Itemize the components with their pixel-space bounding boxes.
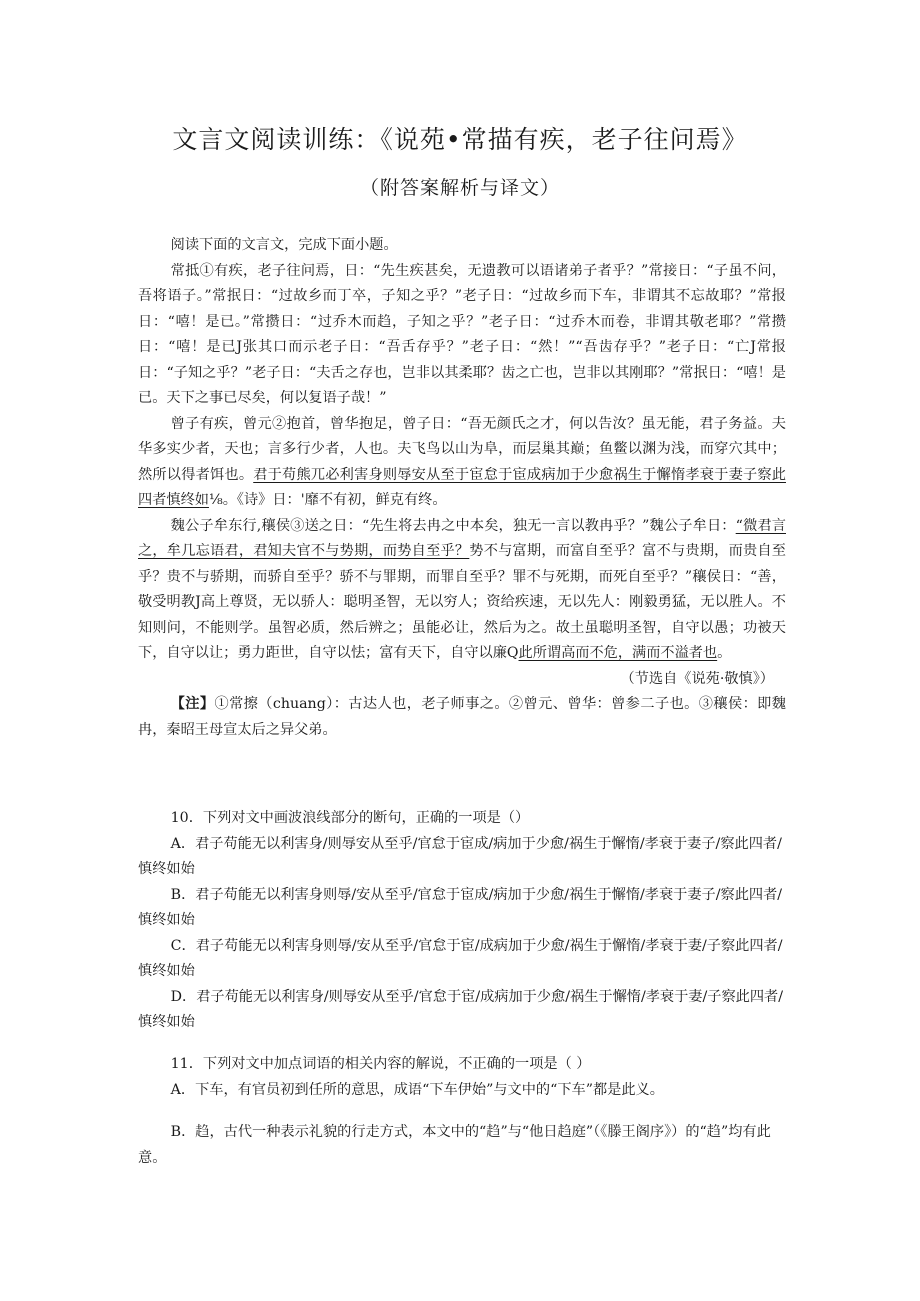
question-10-option-a: A．君子苟能无以利害身/则辱安从至乎/官怠于宦成/病加于少愈/祸生于懈惰/孝衰于妻子/察此四者/慎终如始 — [138, 835, 782, 877]
question-11-option-a: A．下车，有官员初到任所的意思，成语“下车伊始”与文中的“下车”都是此义。 — [170, 1081, 664, 1098]
source-citation: （节选自《说苑·敬慎》） — [620, 670, 774, 687]
paragraph-2-text: 曾子有疾，曾元②抱首，曾华抱足，曾子日：“吾无颜氏之才，何以告汝？虽无能，君子务益。夫华多实少者，天也；言多行少者，人也。夫飞鸟以山为阜，而层巢其巅；鱼鳖以渊为浅，而穿穴其中；然所以得者饵也。 — [138, 415, 786, 483]
document-subtitle: （附答案解析与译文） — [359, 177, 560, 199]
annotation-text: ①常擦（chuang）：古达人也，老子师事之。②曾元、曾华：曾参二子也。③穰侯：即魏冉，秦昭王母宣太后之异父弟。 — [138, 696, 786, 738]
question-10-stem: 10．下列对文中画波浪线部分的断句，正确的一项是（） — [170, 810, 530, 826]
passage — [138, 233, 786, 743]
question-10 — [138, 806, 786, 1036]
passage-paragraph-2 — [138, 412, 786, 514]
paragraph-3-end: 。 — [717, 645, 732, 661]
question-11-option-b: B．趋，古代一种表示礼貌的行走方式，本文中的“趋”与“他日趋庭”（《滕王阁序》）的“趋”均有此意。 — [138, 1124, 771, 1166]
annotation-label: 【注】 — [170, 696, 215, 712]
paragraph-2-tail: ⅛。《诗》日：'靡不有初，鲜克有终。 — [208, 492, 447, 508]
wavy-underlined-sentence: 君于苟熊兀必利害身则辱安从至于宦怠于宦成病加于少愈祸生于懈惰孝衰于妻子察此四者慎终如 — [138, 466, 786, 508]
paragraph-3-middle: 势不与富期，而富自至乎？富不与贵期，而贵自至乎？贵不与骄期，而骄自至乎？骄不与罪期，而罪自至乎？罪不与死期，而死自至乎？”穰侯日：“善，敬受明教J高上尊贤，无以骄人：聪明圣智，无以穷人；资给疾速，无以先人：刚毅勇猛，无以胜人。不知则问，不能则学。虽智必质，然后辨之；虽能必让，然后为之。故土虽聪明圣智，自守以愚；功被天下，自守以让；勇力距世，自守以怯；富有天下，自守以廉Q — [138, 543, 786, 661]
underlined-sentence-1: “微君言之，牟几忘语君，君知夫官不与势期，而势自至乎？ — [138, 517, 786, 559]
paragraph-3-text: 魏公子牟东行,穰侯③送之日：“先生将去冉之中本矣，独无一言以教冉乎？”魏公子牟日： — [170, 517, 736, 534]
question-11-stem: 11．下列对文中加点词语的相关内容的解说，不正确的一项是（ ） — [170, 1056, 591, 1072]
instruction: 阅读下面的文言文，完成下面小题。 — [170, 237, 398, 253]
passage-paragraph-1: 常抵①有疾，老子往问焉，日：“先生疾甚矣，无遗教可以语诸弟子者乎？”常接日：“子虽不问，吾将语子。”常抿日：“过故乡而丁卒，子知之乎？”老子日：“过故乡而下车，非谓其不忘故耶？”常报日：“嘻！是已。”常攒日：“过乔木而趋，子知之乎？”老子日：“过乔木而卷，非谓其敬老耶？”常攒日：“嘻！是已J张其口而示老子日：“吾舌存乎？”老子日：“然！”“吾齿存乎？”老子日：“亡J常报日：“子知之乎？”老子日：“夫舌之存也，岂非以其柔耶？齿之亡也，岂非以其刚耶？”常抿日：“嘻！是已。天下之事已尽矣，何以复语子哉！” — [138, 262, 786, 406]
question-10-option-c: C．君子苟能无以利害身则辱/安从至乎/官怠于宦/成病加于少愈/祸生于懈惰/孝衰于妻/子察此四者/慎终如始 — [138, 937, 783, 979]
annotation — [138, 692, 786, 743]
question-10-option-d: D．君子苟能无以利害身/则辱安从至乎/官怠于宦/成病加于少愈/祸生于懈惰/孝衰于妻/子察此四者/慎终如始 — [138, 988, 783, 1030]
question-10-option-b: B．君子苟能无以利害身则辱/安从至乎/官怠于宦成/病加于少愈/祸生于懈惰/孝衰于妻子/察此四者/慎终如始 — [138, 886, 783, 928]
document-title: 文言文阅读训练：《说苑•常描有疾，老子往问焉》 — [172, 125, 748, 154]
question-11 — [138, 1052, 786, 1171]
underlined-sentence-2: 此所谓高而不危，满而不溢者也 — [518, 645, 718, 661]
passage-paragraph-3 — [138, 514, 786, 667]
